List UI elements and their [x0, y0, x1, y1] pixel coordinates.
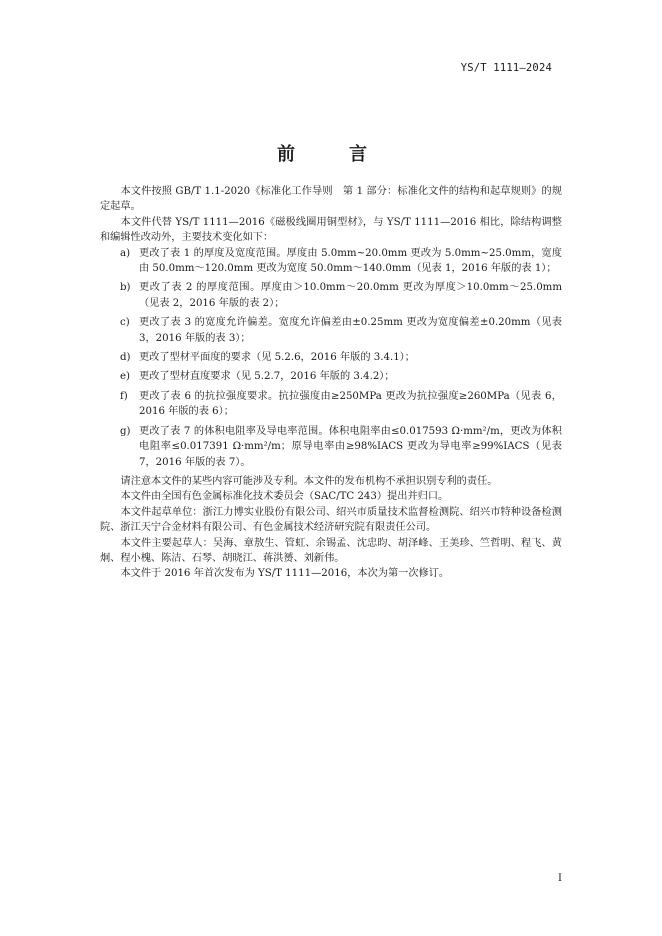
paragraph-committee: 本文件由全国有色金属标准化技术委员会（SAC/TC 243）提出并归口。 — [120, 491, 449, 503]
list-item — [100, 315, 562, 346]
list-item — [100, 350, 562, 365]
changes-list — [100, 246, 562, 470]
list-item-text: 更改了表 3 的宽度允许偏差。宽度允许偏差由±0.25mm 更改为宽度偏差±0.20mm（见表 3，2016 年版的表 3）； — [139, 317, 562, 344]
list-item-text: 更改了型材平面度的要求（见 5.2.6，2016 年版的 3.4.1）； — [139, 352, 415, 364]
paragraph-drafters: 本文件主要起草人：吴海、章敖生、管虹、余锡孟、沈忠昀、胡泽峰、王美珍、竺哲明、程飞、黄炯、程小槐、陈洁、石琴、胡晓江、蒋洪赟、刘新伟。 — [100, 537, 562, 564]
list-item-text: 更改了型材直度要求（见 5.2.7，2016 年版的 3.4.2）； — [139, 371, 395, 383]
paragraph-patent-notice: 请注意本文件的某些内容可能涉及专利。本文件的发布机构不承担识别专利的责任。 — [120, 475, 498, 487]
list-item-label: c) — [120, 317, 130, 329]
page-number: I — [558, 873, 562, 884]
list-item-text: 更改了表 2 的厚度范围。厚度由＞10.0mm～20.0mm 更改为厚度＞10.0mm～25.0mm（见表 2，2016 年版的表 2）； — [139, 282, 562, 309]
list-item — [100, 280, 562, 311]
list-item-text: 更改了表 7 的体积电阻率及导电率范围。体积电阻率由≤0.017593 Ω·mm²/m，更改为体积电阻率≤0.017391 Ω·mm²/m；原导电率由≥98%IACS 更改为导电率≥99%IACS（见表 7，2016 年版的表 7）。 — [139, 425, 562, 468]
list-item — [100, 369, 562, 384]
page-title: 前 言 — [277, 144, 385, 165]
list-item-label: d) — [120, 352, 131, 364]
list-item-text: 更改了表 6 的抗拉强度要求。抗拉强度由≥250MPa 更改为抗拉强度≥260MPa（见表 6，2016 年版的表 6）； — [139, 390, 562, 418]
list-item — [100, 246, 562, 277]
paragraph-drafting-rules: 本文件按照 GB/T 1.1-2020《标准化工作导则 第 1 部分：标准化文件的结构和起草规则》的规定起草。 — [100, 186, 562, 213]
paragraph-drafting-units: 本文件起草单位：浙江力博实业股份有限公司、绍兴市质量技术监督检测院、绍兴市特种设备检测院、浙江天宁合金材料有限公司、有色金属技术经济研究院有限责任公司。 — [100, 506, 562, 534]
list-item-label: f) — [120, 390, 128, 402]
paragraph-replacement: 本文件代替 YS/T 1111—2016《磁极线圈用铜型材》，与 YS/T 1111—2016 相比，除结构调整和编辑性改动外，主要技术变化如下： — [100, 216, 562, 244]
list-item-text: 更改了表 1 的厚度及宽度范围。厚度由 5.0mm~20.0mm 更改为 5.0mm~25.0mm，宽度由 50.0mm～120.0mm 更改为宽度 50.0mm～140.0mm（见表 1，2016 年版的表 1）； — [139, 247, 562, 275]
foreword-body — [100, 184, 562, 582]
paragraph-history: 本文件于 2016 年首次发布为 YS/T 1111—2016，本次为第一次修订。 — [120, 568, 450, 580]
document-code: YS/T 1111—2024 — [460, 62, 552, 74]
list-item — [100, 424, 562, 470]
list-item-label: g) — [120, 425, 131, 437]
list-item-label: b) — [120, 282, 131, 294]
list-item-label: a) — [120, 247, 131, 259]
list-item-label: e) — [120, 371, 131, 383]
list-item — [100, 389, 562, 420]
